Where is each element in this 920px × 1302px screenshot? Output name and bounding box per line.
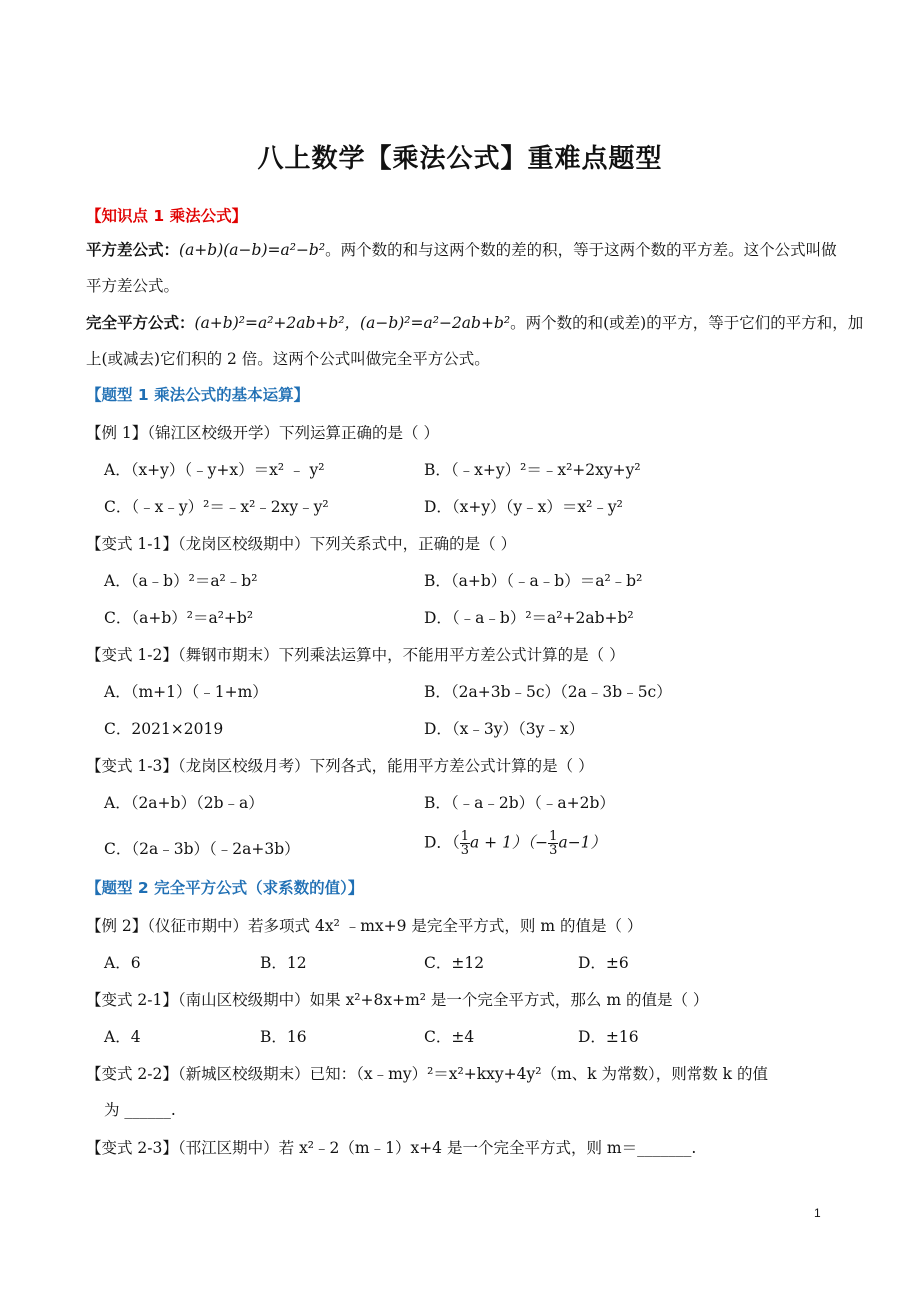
example1-option-a: A．（x+y）（﹣y+x）＝x² ﹣ y² (104, 461, 325, 479)
perfect-square-line (86, 313, 863, 333)
page-title: 八上数学【乘法公式】重难点题型 (257, 144, 663, 174)
fraction-numerator: 1 (549, 829, 558, 844)
option-d-part1: a + 1）（− (469, 833, 549, 852)
difference-of-squares-line (86, 240, 837, 260)
variant-1-3-option-c: C．（2a﹣3b）（﹣2a+3b） (104, 840, 300, 858)
variant-2-2-stem: 【变式 2-2】（新城区校级期末）已知：（x﹣my）²＝x²+kxy+4y²（m、k 为常数），则常数 k 的值 (86, 1065, 768, 1083)
example1-option-b: B．（﹣x+y）²＝﹣x²+2xy+y² (424, 461, 641, 479)
variant-1-1-option-d: D．（﹣a﹣b）²＝a²+2ab+b² (424, 609, 634, 627)
option-d-part2: a−1） (558, 833, 607, 852)
example1-stem: 【例 1】（锦江区校级开学）下列运算正确的是（ ） (86, 424, 439, 442)
perfect-text-line2: 上(或减去)它们积的 2 倍。这两个公式叫做完全平方公式。 (86, 350, 490, 368)
variant-1-3-option-b: B．（﹣a﹣2b）（﹣a+2b） (424, 794, 615, 812)
perfect-label: 完全平方公式： (86, 314, 195, 332)
fraction-one-third (460, 830, 470, 857)
variant-1-2-option-b: B．（2a+3b﹣5c）（2a﹣3b﹣5c） (424, 683, 672, 701)
type2-heading: 【题型 2 完全平方公式（求系数的值）】 (86, 879, 364, 897)
perfect-formula: (a+b)²=a²+2ab+b²，(a−b)²=a²−2ab+b² (194, 314, 511, 332)
variant-2-1-stem: 【变式 2-1】（南山区校级期中）如果 x²+8x+m² 是一个完全平方式，那么 m 的值是（ ） (86, 991, 709, 1009)
variant-2-1-option-a: A．4 (104, 1028, 141, 1046)
example2-option-a: A．6 (104, 954, 141, 972)
variant-1-2-option-d: D．（x﹣3y）（3y﹣x） (424, 720, 585, 738)
example1-option-c: C．（﹣x﹣y）²＝﹣x²﹣2xy﹣y² (104, 498, 329, 516)
variant-2-1-option-d: D．±16 (578, 1028, 639, 1046)
variant-1-2-option-a: A．（m+1）（﹣1+m） (104, 683, 268, 701)
fraction-denominator: 3 (460, 843, 469, 858)
perfect-text: 。两个数的和(或差)的平方，等于它们的平方和，加 (510, 314, 864, 332)
variant-2-2-stem-line2: 为 ______. (104, 1101, 176, 1119)
variant-1-1-option-c: C．（a+b）²＝a²+b² (104, 609, 254, 627)
diff-text: 。两个数的和与这两个数的差的积，等于这两个数的平方差。这个公式叫做 (325, 241, 837, 259)
type1-heading: 【题型 1 乘法公式的基本运算】 (86, 386, 310, 404)
diff-formula: (a+b)(a−b)=a²−b² (179, 241, 326, 259)
example2-option-b: B．12 (260, 954, 307, 972)
variant-1-1-option-a: A．（a﹣b）²＝a²﹣b² (104, 572, 258, 590)
fraction-denominator: 3 (549, 843, 558, 858)
variant-1-2-option-c: C．2021×2019 (104, 720, 224, 738)
example2-option-c: C．±12 (424, 954, 485, 972)
option-d-label: D． (424, 833, 452, 852)
variant-2-1-option-c: C．±4 (424, 1028, 475, 1046)
variant-2-3-stem: 【变式 2-3】（邗江区期中）若 x²﹣2（m﹣1）x+4 是一个完全平方式，则 m＝_______. (86, 1139, 697, 1157)
example2-option-d: D．±6 (578, 954, 629, 972)
variant-1-3-stem: 【变式 1-3】（龙岗区校级月考）下列各式，能用平方差公式计算的是（ ） (86, 757, 594, 775)
diff-label: 平方差公式： (86, 241, 180, 259)
variant-1-1-stem: 【变式 1-1】（龙岗区校级期中）下列关系式中，正确的是（ ） (86, 535, 517, 553)
knowledge-heading: 【知识点 1 乘法公式】 (86, 207, 248, 225)
variant-1-3-option-d: D．（ $\frac{1}{3}$ a + 1）（− $\frac{1}{3}$ a−1） (424, 829, 607, 858)
diff-text-line2: 平方差公式。 (86, 277, 180, 295)
variant-1-2-stem: 【变式 1-2】（舞钢市期末）下列乘法运算中，不能用平方差公式计算的是（ ） (86, 646, 625, 664)
example2-stem: 【例 2】（仪征市期中）若多项式 4x² ﹣mx+9 是完全平方式，则 m 的值是（ ） (86, 917, 643, 935)
page-number: 1 (814, 1206, 821, 1220)
fraction-one-third-2 (548, 830, 558, 857)
variant-1-1-option-b: B．（a+b）（﹣a﹣b）＝a²﹣b² (424, 572, 643, 590)
fraction-numerator: 1 (460, 829, 469, 844)
variant-1-3-option-a: A．（2a+b）（2b﹣a） (104, 794, 264, 812)
example1-option-d: D．（x+y）（y﹣x）＝x²﹣y² (424, 498, 623, 516)
variant-2-1-option-b: B．16 (260, 1028, 307, 1046)
